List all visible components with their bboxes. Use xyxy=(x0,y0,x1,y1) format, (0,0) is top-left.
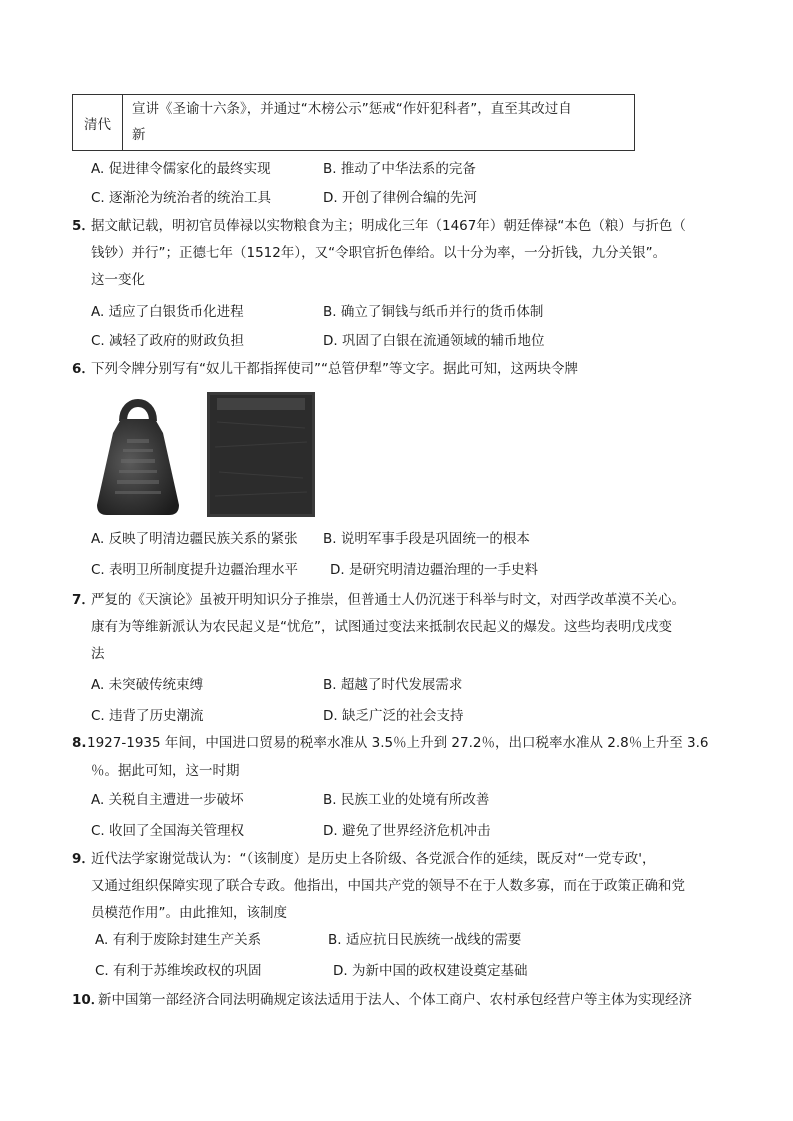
q9-number: 9． xyxy=(72,851,95,867)
q5-number: 5． xyxy=(72,218,95,234)
q8-option-c[interactable]: C. 收回了全国海关管理权 xyxy=(91,823,245,839)
q5-stem-line3: 这一变化 xyxy=(91,272,145,288)
table-content-line2: 新 xyxy=(132,127,146,143)
q7-stem-line3: 法 xyxy=(91,646,105,662)
q7-stem-line2: 康有为等维新派认为农民起义是“忧危”，试图通过变法来抵制农民起义的爆发。这些均表明戊戌变 xyxy=(91,619,672,635)
table-dynasty-cell: 清代 xyxy=(73,95,123,150)
q4-option-a[interactable]: A. 促进律令儒家化的最终实现 xyxy=(91,161,271,177)
q9-stem-line1: 近代法学家谢觉哉认为：“（该制度）是历史上各阶级、各党派合作的延续，既反对“一党专政'， xyxy=(91,851,656,867)
q7-option-b[interactable]: B. 超越了时代发展需求 xyxy=(323,677,463,693)
q9-stem-line3: 员模范作用”。由此推知，该制度 xyxy=(91,905,287,921)
q6-option-d[interactable]: D. 是研究明清边疆治理的一手史料 xyxy=(330,562,538,578)
q8-option-d[interactable]: D. 避免了世界经济危机冲击 xyxy=(323,823,491,839)
q4-option-b[interactable]: B. 推动了中华法系的完备 xyxy=(323,161,476,177)
q9-option-d[interactable]: D. 为新中国的政权建设奠定基础 xyxy=(333,963,528,979)
q8-option-a[interactable]: A. 关税自主遭进一步破坏 xyxy=(91,792,244,808)
q7-number: 7． xyxy=(72,592,95,608)
dynasty-table xyxy=(72,94,635,151)
q5-stem-line1: 据文献记载，明初官员俸禄以实物粮食为主；明成化三年（1467年）朝廷俸禄“本色（粮）与折色（ xyxy=(91,218,686,234)
q8-option-b[interactable]: B. 民族工业的处境有所改善 xyxy=(323,792,490,808)
q7-option-a[interactable]: A. 未突破传统束缚 xyxy=(91,677,204,693)
q7-option-d[interactable]: D. 缺乏广泛的社会支持 xyxy=(323,708,464,724)
q9-option-a[interactable]: A. 有利于废除封建生产关系 xyxy=(95,932,262,948)
q5-option-b[interactable]: B. 确立了铜钱与纸币并行的货币体制 xyxy=(323,304,544,320)
q6-option-b[interactable]: B. 说明军事手段是巩固统一的根本 xyxy=(323,531,530,547)
q6-number: 6． xyxy=(72,361,95,377)
q4-option-c[interactable]: C. 逐渐沦为统治者的统治工具 xyxy=(91,190,272,206)
table-content-line1: 宣讲《圣谕十六条》，并通过“木榜公示”惩戒“作奸犯科者”，直至其改过自 xyxy=(132,101,572,117)
q9-option-b[interactable]: B. 适应抗日民族统一战线的需要 xyxy=(328,932,522,948)
q7-stem-line1: 严复的《天演论》虽被开明知识分子推崇，但普通士人仍沉迷于科举与时文，对西学改革漠不关心。 xyxy=(91,592,685,608)
q6-stem: 下列令牌分别写有“奴儿干都指挥使司”“总管伊犁”等文字。据此可知，这两块令牌 xyxy=(91,361,578,377)
q8-stem-line1: 1927-1935 年间，中国进口贸易的税率水准从 3.5％上升到 27.2％，出口税率水准从 2.8％上升至 3.6 xyxy=(87,735,709,751)
q5-stem-line2: 钱钞）并行”；正德七年（1512年），又“令职官折色俸给。以十分为率，一分折钱，九分关银”。 xyxy=(91,245,667,261)
q5-option-c[interactable]: C. 减轻了政府的财政负担 xyxy=(91,333,245,349)
q6-option-a[interactable]: A. 反映了明清边疆民族关系的紧张 xyxy=(91,531,298,547)
q9-option-c[interactable]: C. 有利于苏维埃政权的巩固 xyxy=(95,963,262,979)
q8-number: 8. xyxy=(72,735,87,751)
q5-option-a[interactable]: A. 适应了白银货币化进程 xyxy=(91,304,244,320)
q8-stem-line2: ％。据此可知，这一时期 xyxy=(91,763,240,779)
q10-number: 10． xyxy=(72,992,105,1008)
q5-option-d[interactable]: D. 巩固了白银在流通领域的辅币地位 xyxy=(323,333,545,349)
q9-stem-line2: 又通过组织保障实现了联合专政。他指出，中国共产党的领导不在于人数多寡，而在于政策正确和党 xyxy=(91,878,685,894)
q4-option-d[interactable]: D. 开创了律例合编的先河 xyxy=(323,190,477,206)
bell-shaped-token-image xyxy=(93,393,183,518)
rectangular-token-image xyxy=(207,392,315,517)
q6-option-c[interactable]: C. 表明卫所制度提升边疆治理水平 xyxy=(91,562,299,578)
q7-option-c[interactable]: C. 违背了历史潮流 xyxy=(91,708,204,724)
q10-stem-line1: 新中国第一部经济合同法明确规定该法适用于法人、个体工商户、农村承包经营户等主体为实现经济 xyxy=(98,992,692,1008)
